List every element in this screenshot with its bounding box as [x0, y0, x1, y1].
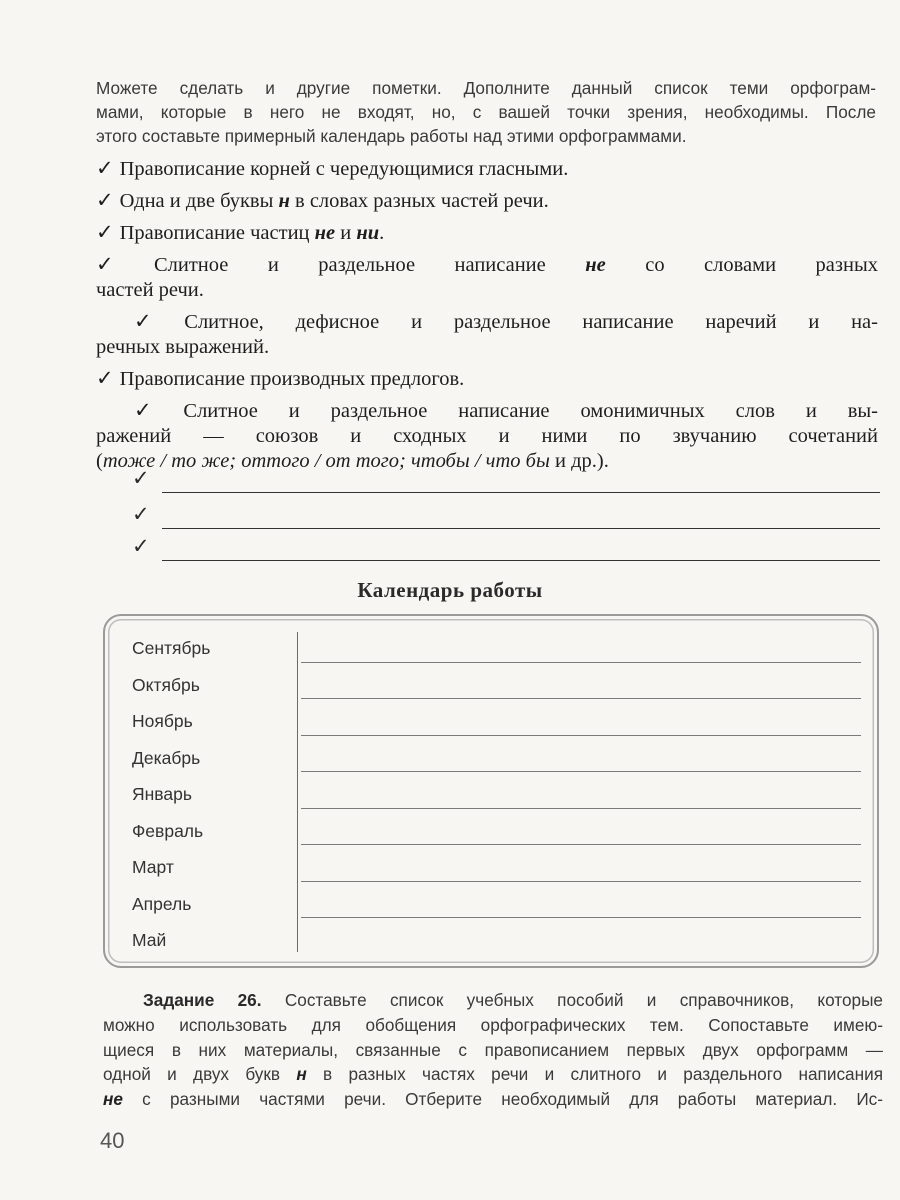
calendar-row[interactable]	[105, 663, 877, 700]
item-text: ражений — союзов и сходных и ними по звучанию сочетаний	[96, 425, 878, 447]
task-emphasis: н	[296, 1064, 307, 1085]
task-text: в разных частях речи и слитного и раздельного написания	[323, 1064, 883, 1085]
item-emphasis: не	[314, 222, 336, 244]
item-emphasis: не	[585, 254, 606, 276]
checkmark-icon: ✓	[96, 220, 114, 244]
blank-checklist-line[interactable]	[132, 502, 880, 532]
checkmark-icon: ✓	[96, 188, 114, 212]
task-text: щиеся в них материалы, связанные с правописанием первых двух орфограмм —	[103, 1039, 883, 1060]
item-emphasis: н	[278, 190, 290, 212]
checklist-item	[96, 156, 878, 182]
item-text: в словах разных частей речи.	[295, 190, 549, 212]
item-text: со словами разных	[645, 254, 878, 276]
checkmark-icon: ✓	[132, 534, 150, 558]
checklist-item	[96, 220, 878, 246]
calendar-title: Календарь работы	[357, 578, 543, 602]
calendar-row[interactable]	[105, 809, 877, 846]
month-label: Октябрь	[132, 674, 200, 695]
calendar-row[interactable]	[105, 772, 877, 809]
intro-paragraph	[96, 76, 876, 148]
calendar-table	[103, 614, 879, 968]
calendar-row[interactable]	[105, 845, 877, 882]
calendar-row[interactable]	[105, 736, 877, 773]
task-text: Составьте список учебных пособий и справочников, которые	[284, 990, 883, 1010]
month-label: Ноябрь	[132, 711, 193, 731]
checkmark-icon: ✓	[96, 156, 114, 180]
month-label: Февраль	[132, 820, 204, 841]
checklist-item	[96, 188, 878, 214]
task-26-paragraph	[103, 988, 883, 1112]
task-text: с разными частями речи. Отберите необходимый для работы материал. Ис-	[142, 1089, 883, 1110]
item-text: Слитное и раздельное написание	[153, 254, 546, 276]
item-text: Одна и две буквы	[119, 190, 274, 212]
item-text: (	[96, 450, 103, 472]
blank-checklist-line[interactable]	[132, 466, 880, 496]
checklist-item	[96, 309, 878, 360]
intro-line: этого составьте примерный календарь работы над этими орфограммами.	[96, 126, 687, 146]
item-emphasis: ни	[356, 222, 380, 244]
checklist-item	[96, 398, 878, 474]
checklist-item	[96, 252, 878, 303]
item-text: и др.).	[554, 450, 609, 472]
intro-line: Можете сделать и другие пометки. Дополните данный список теми орфограм-	[96, 78, 876, 98]
page-number: 40	[100, 1128, 125, 1153]
checkmark-icon: ✓	[96, 366, 114, 390]
task-emphasis: не	[103, 1089, 123, 1110]
checkmark-icon: ✓	[134, 398, 178, 422]
checklist-item	[96, 366, 878, 392]
task-text: можно использовать для обобщения орфографических тем. Сопоставьте имею-	[103, 1014, 883, 1035]
blank-checklist-line[interactable]	[132, 534, 880, 564]
spelling-checklist	[96, 156, 878, 480]
checkmark-icon: ✓	[132, 502, 150, 526]
month-label: Январь	[132, 784, 192, 804]
item-text: Правописание частиц	[119, 222, 310, 244]
item-text: и	[340, 222, 352, 244]
calendar-row[interactable]	[105, 699, 877, 736]
item-text: Правописание корней с чередующимися гласными.	[119, 158, 569, 180]
intro-line: мами, которые в него не входят, но, с вашей точки зрения, необходимы. После	[96, 102, 876, 122]
write-in-line[interactable]	[162, 560, 880, 561]
month-label: Сентябрь	[132, 638, 211, 658]
write-in-line[interactable]	[162, 492, 880, 493]
item-text: частей речи.	[96, 279, 204, 301]
month-label: Май	[132, 930, 167, 950]
month-label: Март	[132, 857, 174, 877]
item-text: Слитное и раздельное написание омонимичных слов и вы-	[183, 400, 878, 422]
month-label: Декабрь	[132, 747, 201, 768]
checkmark-icon: ✓	[96, 252, 148, 276]
calendar-row[interactable]	[105, 918, 877, 955]
calendar-row[interactable]	[105, 882, 877, 919]
task-label: Задание 26.	[143, 990, 262, 1010]
item-examples: тоже / то же; оттого / от того; чтобы / что бы	[102, 450, 550, 472]
item-text: Слитное, дефисное и раздельное написание наречий и на-	[184, 311, 878, 333]
calendar-row[interactable]	[105, 626, 877, 663]
task-text: одной и двух букв	[103, 1064, 281, 1085]
item-text: .	[379, 222, 385, 244]
month-label: Апрель	[132, 893, 192, 914]
checkmark-icon: ✓	[134, 309, 179, 333]
checkmark-icon: ✓	[132, 466, 150, 490]
item-text: Правописание производных предлогов.	[119, 368, 465, 390]
item-text: речных выражений.	[96, 336, 270, 358]
write-in-line[interactable]	[162, 528, 880, 529]
